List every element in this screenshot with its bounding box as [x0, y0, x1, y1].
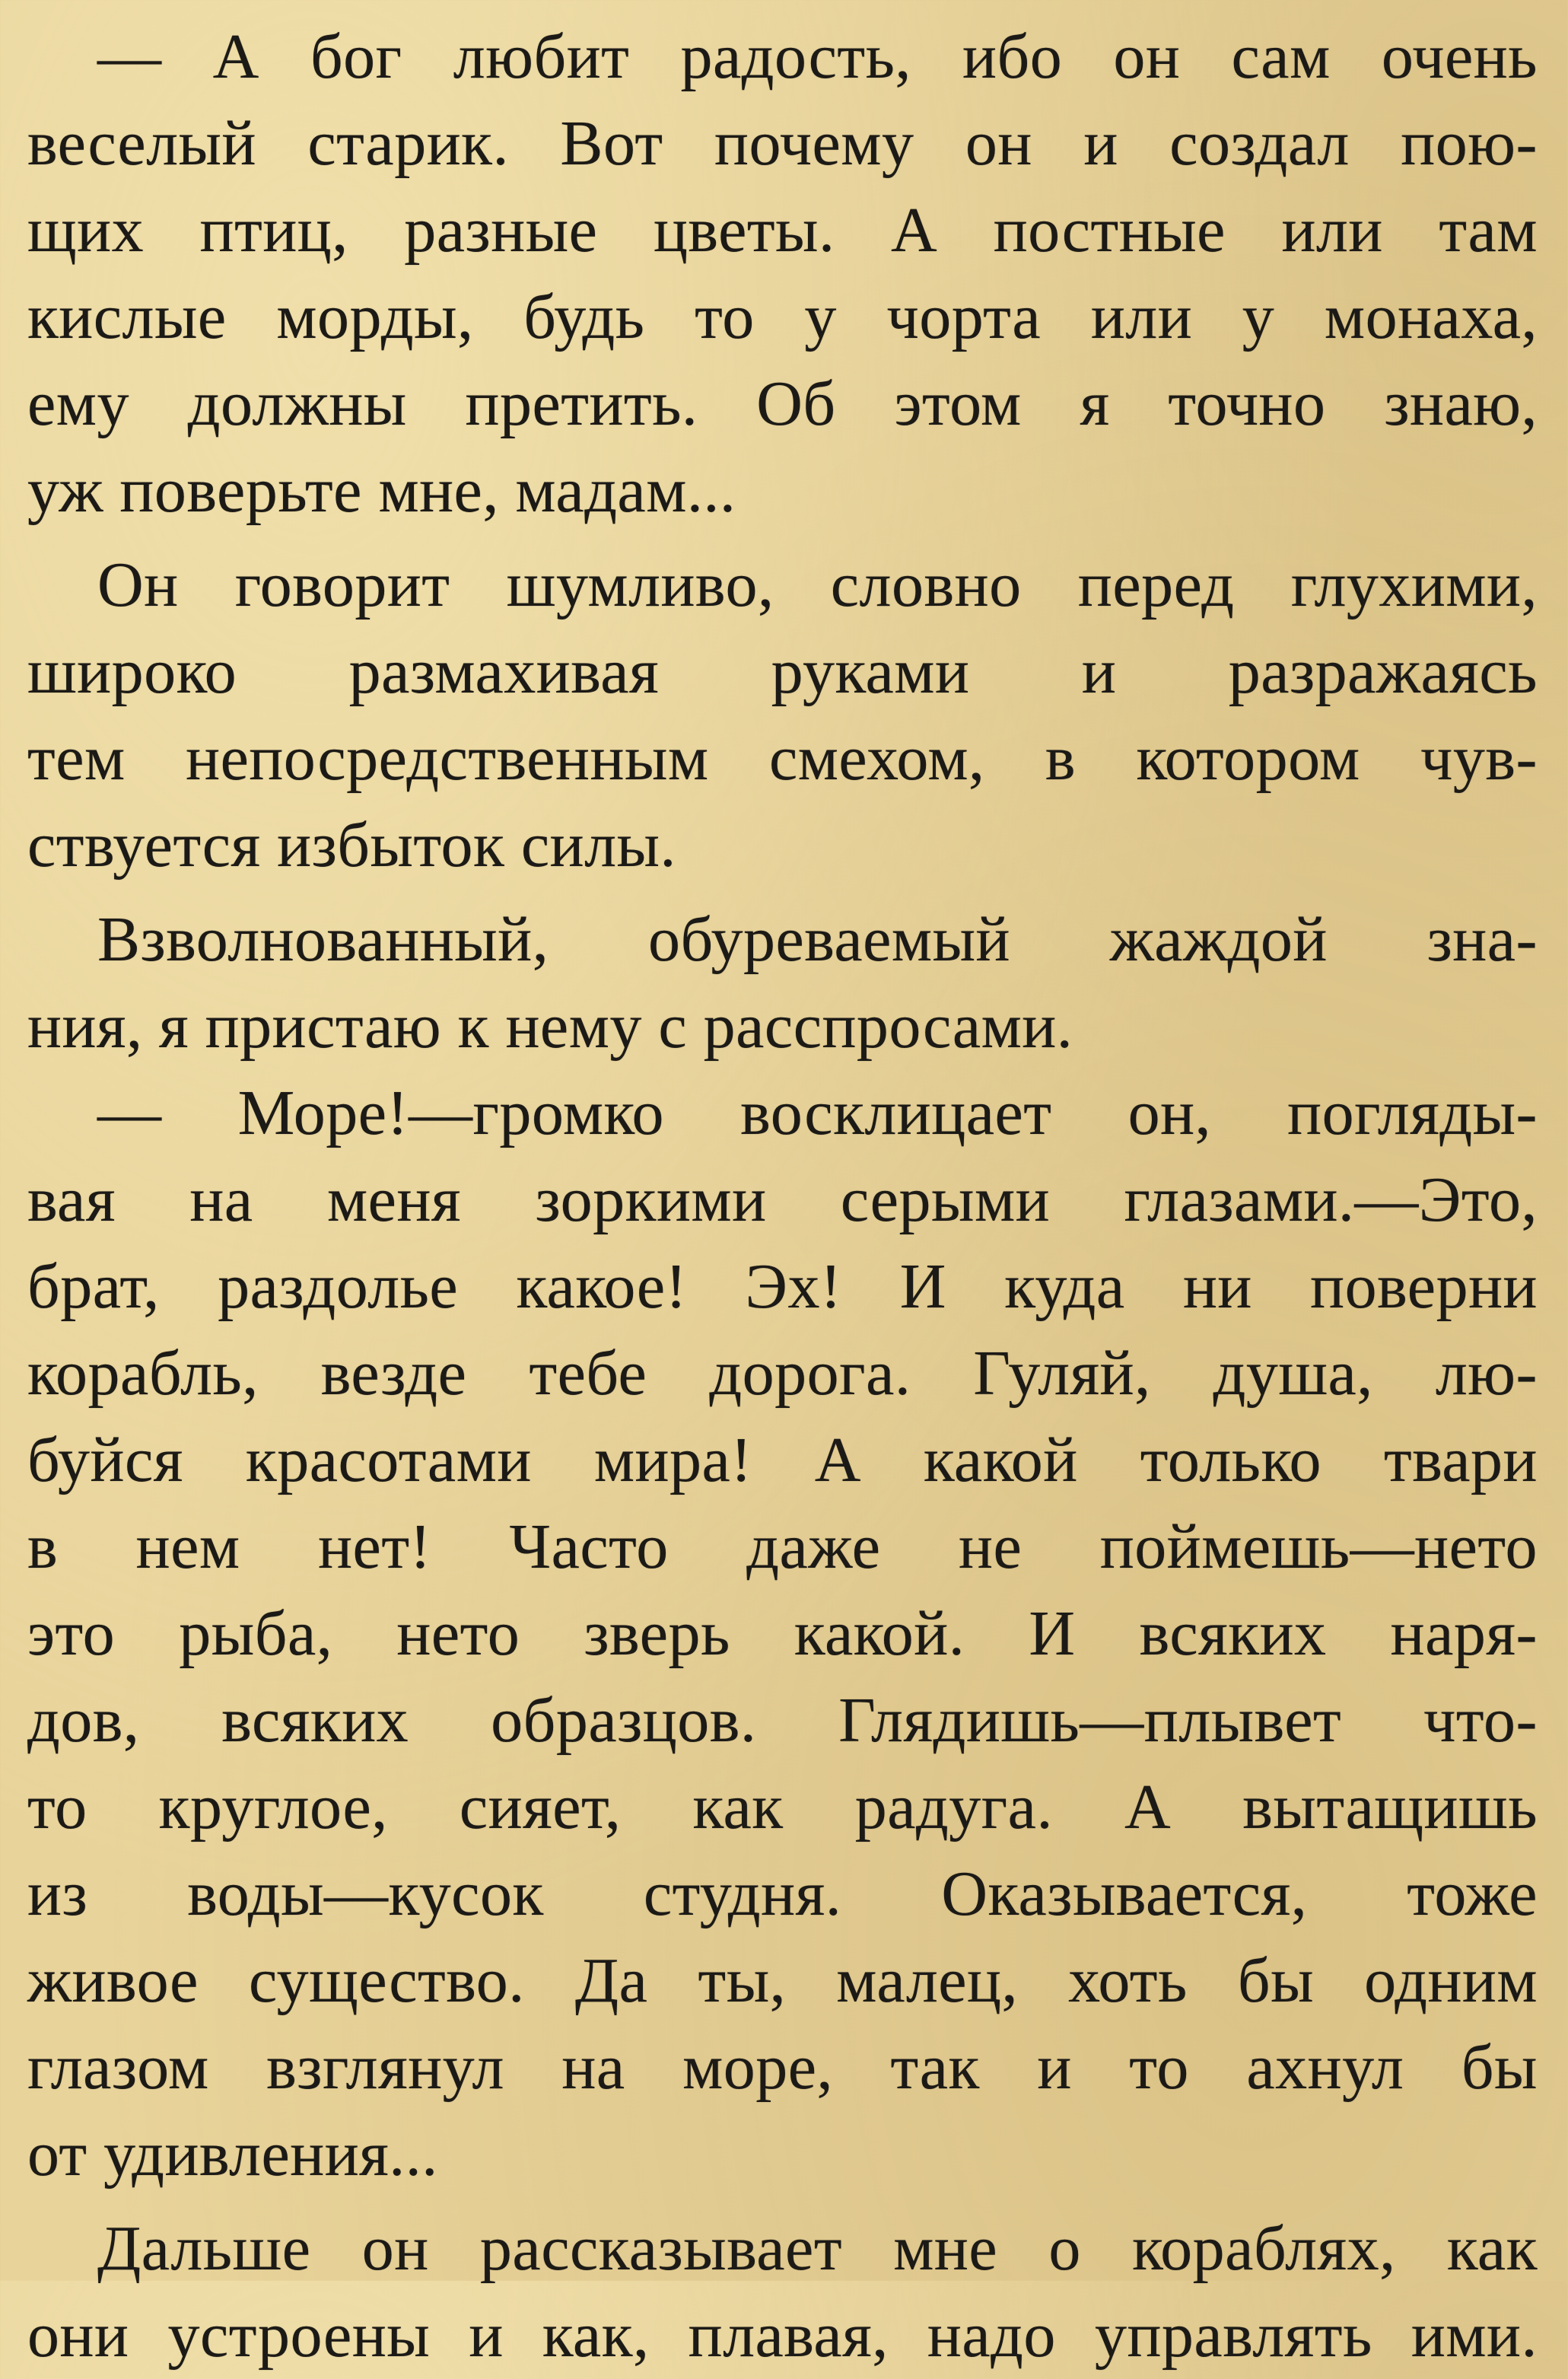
- text-line: брат, раздолье какое! Эх! И куда ни поверни: [27, 1251, 1538, 1322]
- text-line: веселый старик. Вот почему он и создал пою-: [27, 108, 1538, 179]
- text-line: корабль, везде тебе дорога. Гуляй, душа, лю-: [27, 1338, 1538, 1409]
- text-line: из воды—кусок студня. Оказывается, тоже: [27, 1858, 1538, 1929]
- paragraph-4: [27, 1070, 1538, 2198]
- text-line: Дальше он рассказывает мне о кораблях, как: [97, 2213, 1538, 2284]
- text-line: широко размахивая руками и разражаясь: [27, 636, 1538, 707]
- text-line: ему должны претить. Об этом я точно знаю,: [27, 368, 1538, 439]
- text-line: — Море!—громко восклицает он, погляды-: [97, 1078, 1538, 1148]
- text-line: тем непосредственным смехом, в котором чув-: [27, 723, 1538, 794]
- text-line: Взволнованный, обуреваемый жаждой зна-: [97, 904, 1538, 975]
- text-line: вая на меня зоркими серыми глазами.—Это,: [27, 1164, 1538, 1235]
- paragraph-5: [27, 2205, 1538, 2379]
- paragraph-3: [27, 897, 1538, 1070]
- text-line: они устроены и как, плавая, надо управлять ими.: [27, 2300, 1538, 2371]
- text-line: Он говорит шумливо, словно перед глухими,: [97, 549, 1538, 620]
- text-line: это рыба, нето зверь какой. И всяких наря-: [27, 1598, 1538, 1669]
- text-line: щих птиц, разные цветы. А постные или там: [27, 195, 1538, 266]
- paragraph-1: [27, 14, 1538, 534]
- text-line: ствуется избыток силы.: [27, 810, 676, 881]
- text-line: ния, я пристаю к нему с расспросами.: [27, 991, 1073, 1062]
- book-page: [27, 14, 1538, 2379]
- text-line: глазом взглянул на море, так и то ахнул бы: [27, 2032, 1538, 2103]
- text-line: буйся красотами мира! А какой только твари: [27, 1425, 1538, 1495]
- text-line: от удивления...: [27, 2119, 438, 2190]
- text-line: живое существо. Да ты, малец, хоть бы одним: [27, 1945, 1538, 2016]
- text-line: то круглое, сияет, как радуга. А вытащишь: [27, 1772, 1538, 1842]
- text-line: дов, всяких образцов. Глядишь—плывет что-: [27, 1685, 1538, 1756]
- text-line: — А бог любит радость, ибо он сам очень: [97, 21, 1538, 92]
- paragraph-2: [27, 542, 1538, 889]
- text-line: кислые морды, будь то у чорта или у монаха,: [27, 282, 1538, 352]
- text-line: уж поверьте мне, мадам...: [27, 455, 736, 526]
- text-line: в нем нет! Часто даже не поймешь—нето: [27, 1511, 1538, 1582]
